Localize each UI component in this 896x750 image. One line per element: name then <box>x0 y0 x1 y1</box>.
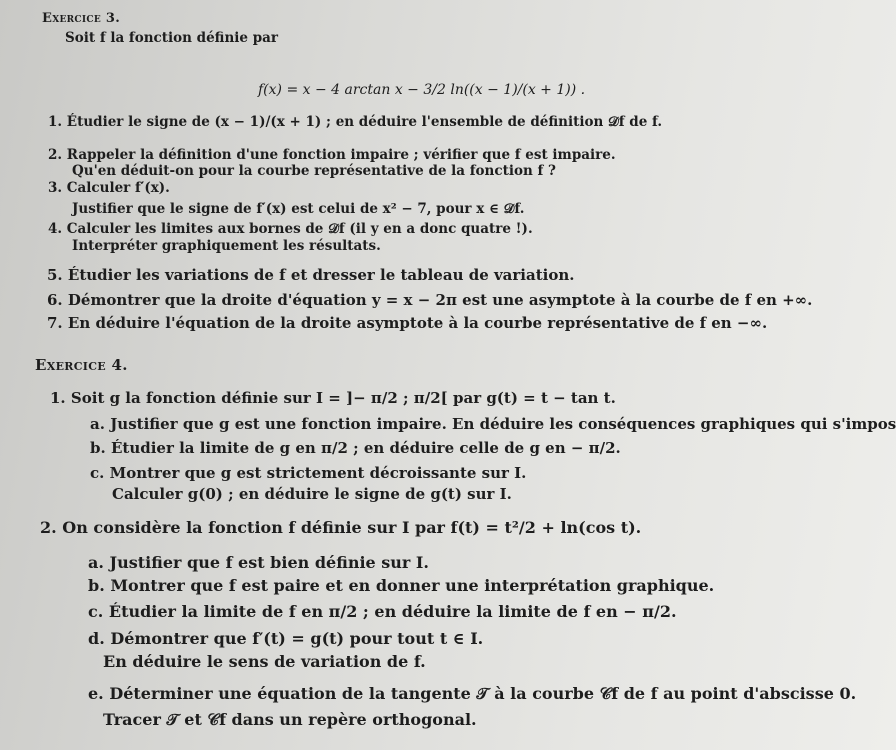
ex3-intro: Soit f la fonction définie par <box>65 30 279 46</box>
ex3-q2 <box>48 147 616 163</box>
ex3-q1-number: 1. <box>48 114 63 130</box>
ex4-p2e <box>88 686 856 702</box>
ex3-q6-text: Démontrer que la droite d'équation y = x − 2π est une asymptote à la courbe de f en +∞. <box>67 291 813 309</box>
ex4-p2e-letter: e. <box>88 684 104 703</box>
ex3-q5-number: 5. <box>47 266 63 284</box>
ex4-p2b <box>88 578 714 594</box>
ex3-q1 <box>48 114 662 130</box>
ex3-title: Exercice 3. <box>42 11 121 26</box>
ex4-p1a-letter: a. <box>90 415 105 433</box>
ex3-q5-text: Étudier les variations de f et dresser le tableau de variation. <box>67 266 575 284</box>
ex3-q2-followup: Qu'en déduit-on pour la courbe représentative de la fonction f ? <box>72 163 556 179</box>
ex4-p1c-letter: c. <box>90 464 105 482</box>
ex4-p2b-letter: b. <box>88 576 105 595</box>
ex4-p1-text: Soit g la fonction définie sur I = ]− π/2 ; π/2[ par g(t) = t − tan t. <box>70 389 616 407</box>
ex4-p1 <box>50 390 616 406</box>
ex4-p2 <box>40 520 641 536</box>
ex3-q4-number: 4. <box>48 221 63 237</box>
ex3-q7 <box>47 315 767 331</box>
ex4-p2e-followup: Tracer 𝒯 et 𝒞f dans un repère orthogonal. <box>103 710 477 729</box>
ex3-q1-text: Étudier le signe de (x − 1)/(x + 1) ; en déduire l'ensemble de définition 𝒟f de f. <box>66 114 663 130</box>
ex4-p1c-text: Montrer que g est strictement décroissante sur I. <box>109 464 527 482</box>
ex4-p1-number: 1. <box>50 389 66 407</box>
ex4-p2d-followup: En déduire le sens de variation de f. <box>103 652 426 671</box>
ex3-q6-number: 6. <box>47 291 63 309</box>
ex4-p1b <box>90 440 621 456</box>
ex4-p2-text: On considère la fonction f définie sur I par f(t) = t²/2 + ln(cos t). <box>62 518 642 537</box>
ex4-p2c-text: Étudier la limite de f en π/2 ; en déduire la limite de f en − π/2. <box>108 602 677 621</box>
ex3-q4 <box>48 221 533 237</box>
ex3-q3-number: 3. <box>48 180 63 196</box>
ex4-p1c-followup: Calculer g(0) ; en déduire le signe de g(t) sur I. <box>112 485 512 503</box>
ex4-p2a-letter: a. <box>88 553 104 572</box>
ex4-p2d <box>88 631 483 647</box>
ex4-p2c <box>88 604 677 620</box>
ex4-p2e-text: Déterminer une équation de la tangente 𝒯 à la courbe 𝒞f de f au point d'abscisse 0. <box>109 684 857 703</box>
ex3-q3-followup: Justifier que le signe de f′(x) est celui de x² − 7, pour x ∈ 𝒟f. <box>72 201 525 217</box>
ex3-q2-number: 2. <box>48 147 63 163</box>
ex3-formula: f(x) = x − 4 arctan x − 3/2 ln((x − 1)/(x + 1)) . <box>258 82 586 98</box>
ex3-q3-text: Calculer f′(x). <box>66 180 170 196</box>
ex4-p2a <box>88 555 429 571</box>
ex3-q7-text: En déduire l'équation de la droite asymptote à la courbe représentative de f en −∞. <box>67 314 768 332</box>
ex4-p2b-text: Montrer que f est paire et en donner une interprétation graphique. <box>110 576 715 595</box>
ex4-p2-number: 2. <box>40 518 57 537</box>
ex4-p1b-text: Étudier la limite de g en π/2 ; en déduire celle de g en − π/2. <box>110 439 621 457</box>
ex4-p1c <box>90 465 526 481</box>
ex4-p1b-letter: b. <box>90 439 106 457</box>
ex3-q5 <box>47 267 574 283</box>
ex4-p2a-text: Justifier que f est bien définie sur I. <box>109 553 429 572</box>
ex4-p2d-letter: d. <box>88 629 105 648</box>
ex4-p2c-letter: c. <box>88 602 104 621</box>
ex3-q3 <box>48 180 170 196</box>
ex3-q4-text: Calculer les limites aux bornes de 𝒟f (il y en a donc quatre !). <box>66 221 533 237</box>
ex4-p2d-text: Démontrer que f′(t) = g(t) pour tout t ∈ I. <box>110 629 484 648</box>
ex4-title: Exercice 4. <box>35 356 128 374</box>
ex3-q6 <box>47 292 812 308</box>
ex3-q4-followup: Interpréter graphiquement les résultats. <box>72 238 381 254</box>
ex4-p1a <box>90 416 896 432</box>
ex3-q7-number: 7. <box>47 314 63 332</box>
ex3-q2-text: Rappeler la définition d'une fonction impaire ; vérifier que f est impaire. <box>66 147 616 163</box>
ex4-p1a-text: Justifier que g est une fonction impaire. En déduire les conséquences graphiques qui s'impos <box>110 415 896 433</box>
